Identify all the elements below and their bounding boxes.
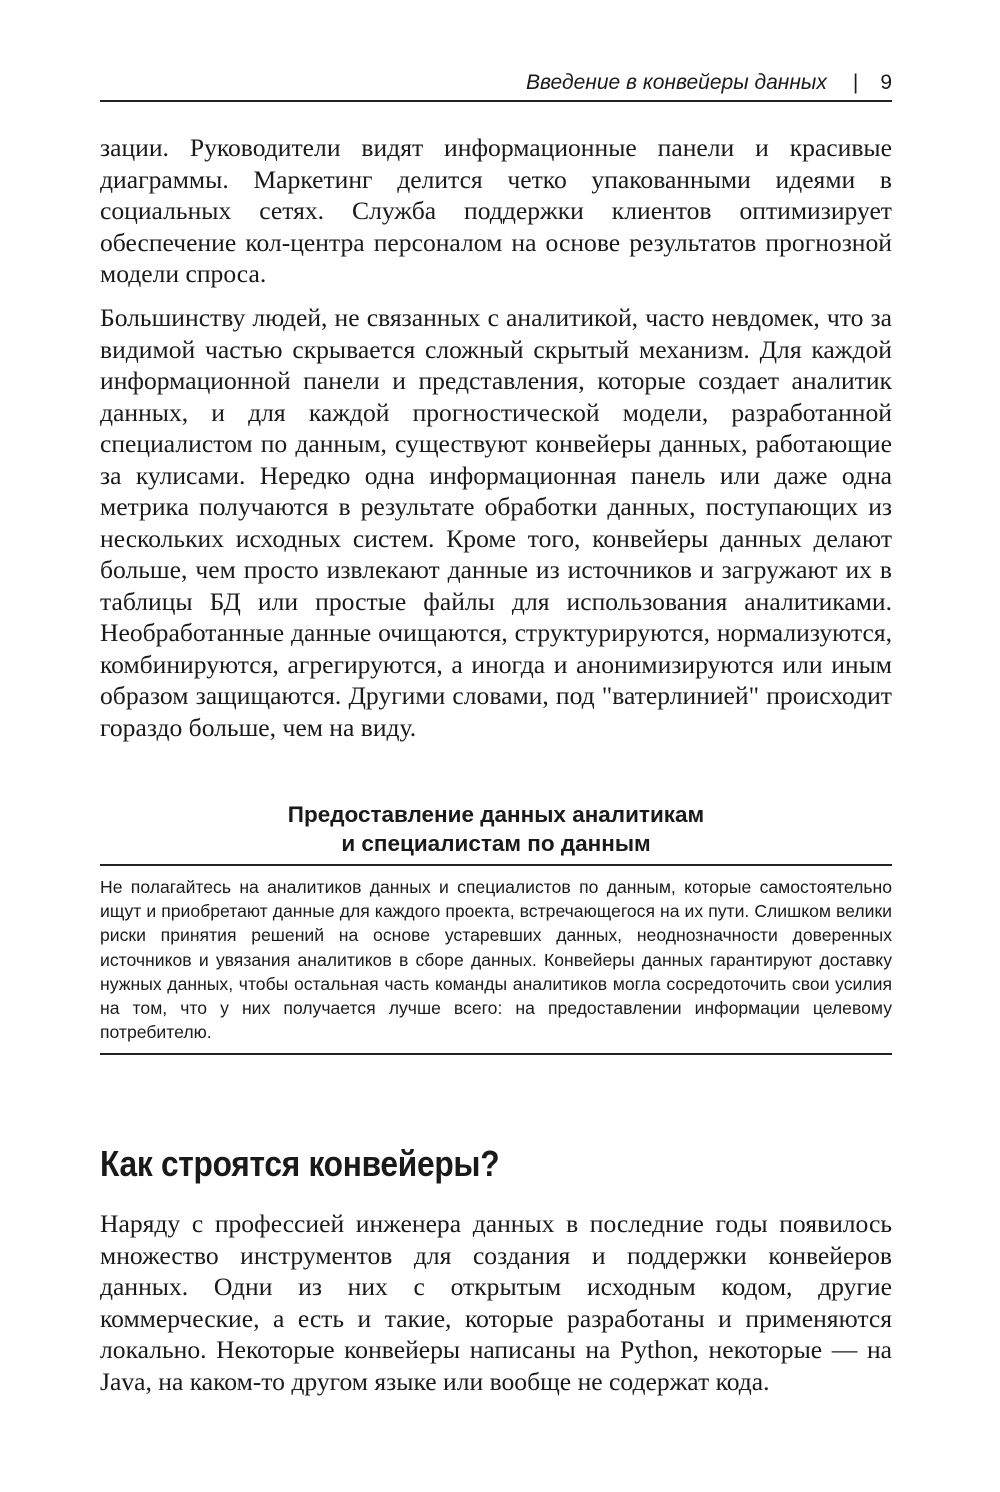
- running-header: [100, 68, 892, 102]
- chapter-title: Введение в конвейеры данных: [526, 71, 827, 94]
- header-separator: |: [852, 71, 859, 94]
- page-number: 9: [880, 71, 892, 94]
- body-paragraph-1: зации. Руководители видят информационные панели и красивые диаграммы. Маркетинг делится четко упакованными идеями в социальных сетях. Служба поддержки клиентов оптимизирует обеспечение кол-центра персоналом на основе результатов прогнозной модели спроса.: [100, 133, 892, 288]
- section-heading: Как строятся конвейеры?: [100, 1143, 500, 1184]
- sidebar-box: [100, 800, 892, 1055]
- sidebar-bottom-rule: [100, 1053, 892, 1055]
- sidebar-title-line-1: Предоставление данных аналитикам: [287, 802, 705, 827]
- body-paragraph-2: Большинству людей, не связанных с аналитикой, часто невдомек, что за видимой частью скрывается сложный скрытый механизм. Для каждой информационной панели и представления, которые создает аналитик данных, и для каждой прогностической модели, разработанной специалистом по данным, существуют конвейеры данных, работающие за кулисами. Нередко одна информационная панель или даже одна метрика получаются в результате обработки данных, поступающих из нескольких исходных систем. Кроме того, конвейеры данных делают больше, чем просто извлекают данные из источников и загружают их в таблицы БД или простые файлы для использования аналитиками. Необработанные данные очищаются, структурируются, нормализуются, комбинируются, агрегируются, а иногда и анонимизируются или иным образом защищаются. Другими словами, под "ватерлинией" происходит гораздо больше, чем на виду.: [100, 303, 892, 742]
- section-paragraph: Наряду с профессией инженера данных в последние годы появилось множество инструментов для создания и поддержки конвейеров данных. Одни из них с открытым исходным кодом, другие коммерческие, а есть и такие, которые разработаны и применяются локально. Некоторые конвейеры написаны на Python, некоторые — на Java, на каком-то другом языке или вообще не содержат кода.: [100, 1209, 892, 1396]
- sidebar-title-line-2: и специалистам по данным: [341, 831, 651, 856]
- sidebar-body: Не полагайтесь на аналитиков данных и специалистов по данным, которые самостоятельно ищут и приобретают данные для каждого проекта, встречающегося на их пути. Слишком велики риски принятия решений на основе устаревших данных, неоднозначности доверенных источников и увязания аналитиков в сборе данных. Конвейеры данных гарантируют доставку нужных данных, чтобы остальная часть команды аналитиков могла сосредоточить свои усилия на том, что у них получается лучше всего: на предоставлении информации целевому потребителю.: [100, 877, 892, 1043]
- sidebar-title: [100, 800, 892, 864]
